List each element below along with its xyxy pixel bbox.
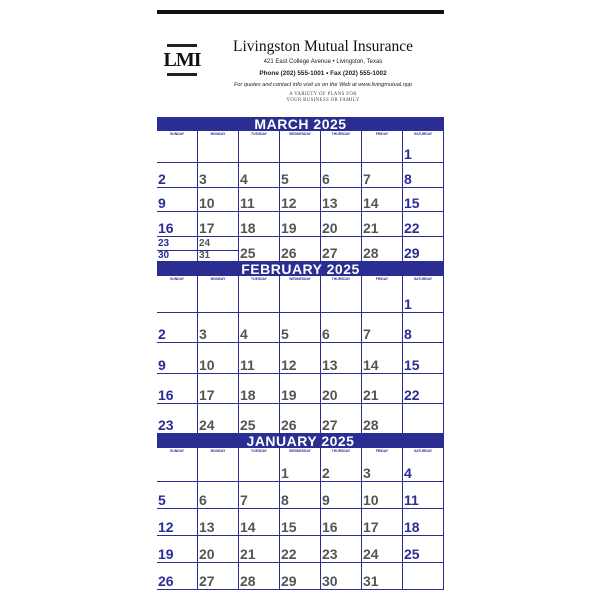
day-number: 27 — [199, 573, 215, 589]
day-number: 16 — [322, 519, 338, 535]
day-cell — [280, 509, 321, 536]
day-number: 4 — [240, 170, 248, 187]
day-number: 26 — [281, 416, 297, 433]
weekday-header — [157, 131, 444, 138]
day-number: 5 — [281, 170, 289, 187]
weekday-label: TUESDAY — [239, 448, 280, 455]
day-number: 28 — [363, 244, 379, 261]
day-cell — [321, 237, 362, 262]
day-number: 9 — [158, 356, 166, 373]
day-cell — [280, 482, 321, 509]
weekday-label: THURSDAY — [321, 131, 362, 138]
day-cell — [157, 536, 198, 563]
day-number: 14 — [363, 356, 379, 373]
calendar-page — [157, 0, 444, 600]
day-cell — [403, 212, 444, 237]
split-divider — [198, 250, 238, 251]
day-number: 22 — [404, 386, 420, 403]
day-number: 27 — [322, 416, 338, 433]
day-number: 22 — [281, 546, 297, 562]
day-number: 10 — [363, 492, 379, 508]
day-cell — [198, 343, 239, 373]
day-number: 23 — [158, 416, 174, 433]
day-number: 11 — [404, 492, 419, 508]
weekday-label: WEDNESDAY — [280, 131, 321, 138]
day-number: 7 — [363, 170, 371, 187]
month-block — [157, 117, 444, 262]
day-number: 20 — [322, 220, 338, 237]
day-number: 19 — [158, 546, 174, 562]
day-cell — [198, 188, 239, 213]
split-divider — [157, 250, 197, 251]
phone-fax: Phone (202) 555-1001 • Fax (202) 555-1002 — [259, 70, 387, 77]
day-number: 8 — [404, 326, 412, 343]
day-cell — [157, 283, 198, 313]
day-cell — [239, 283, 280, 313]
day-cell — [362, 188, 403, 213]
day-cell — [403, 283, 444, 313]
day-number: 25 — [240, 416, 256, 433]
day-cell — [239, 163, 280, 188]
day-cell — [321, 509, 362, 536]
day-number: 5 — [281, 326, 289, 343]
day-number: 1 — [404, 296, 412, 313]
day-cell — [157, 455, 198, 482]
day-cell — [280, 313, 321, 343]
day-cell — [198, 237, 239, 262]
day-number: 24 — [363, 546, 379, 562]
day-number: 2 — [158, 170, 166, 187]
tagline-line-2: YOUR BUSINESS OR FAMILY — [286, 98, 360, 103]
day-number: 14 — [240, 519, 256, 535]
web-note: For quotes and contact info visit us on the Web at www.livingmutual.npp — [233, 82, 413, 88]
weekday-label: FRIDAY — [362, 448, 403, 455]
day-cell — [321, 404, 362, 434]
weekday-label: MONDAY — [198, 448, 239, 455]
day-number: 25 — [404, 546, 420, 562]
day-number: 1 — [281, 465, 289, 481]
day-cell — [403, 188, 444, 213]
day-number: 31 — [199, 249, 211, 261]
weekday-label: SUNDAY — [157, 448, 198, 455]
day-number: 18 — [240, 220, 256, 237]
day-cell — [239, 563, 280, 590]
day-number: 8 — [404, 170, 412, 187]
day-number: 6 — [322, 326, 330, 343]
company-name: Livingston Mutual Insurance — [233, 38, 413, 55]
day-cell — [280, 343, 321, 373]
day-cell — [280, 374, 321, 404]
day-number: 14 — [363, 195, 379, 212]
weekday-label: SATURDAY — [403, 276, 444, 283]
day-number: 23 — [158, 238, 170, 250]
day-cell — [362, 374, 403, 404]
day-cell — [157, 163, 198, 188]
day-number: 10 — [199, 195, 215, 212]
day-cell — [157, 563, 198, 590]
day-cell — [403, 374, 444, 404]
day-cell — [403, 138, 444, 163]
weekday-label: SUNDAY — [157, 131, 198, 138]
day-number: 6 — [322, 170, 330, 187]
day-cell — [362, 482, 403, 509]
day-cell — [198, 509, 239, 536]
day-cell — [362, 313, 403, 343]
day-cell — [321, 283, 362, 313]
day-cell — [280, 563, 321, 590]
day-number: 29 — [281, 573, 297, 589]
day-number: 17 — [363, 519, 379, 535]
day-number: 25 — [240, 244, 256, 261]
day-cell — [198, 563, 239, 590]
day-number: 5 — [158, 492, 166, 508]
day-number: 10 — [199, 356, 215, 373]
day-cell — [362, 404, 403, 434]
tagline-line-1: A VARIETY OF PLANS FOR — [289, 92, 357, 97]
day-cell — [321, 163, 362, 188]
day-cell — [157, 237, 198, 262]
day-number: 28 — [240, 573, 256, 589]
day-cell — [280, 163, 321, 188]
day-number: 1 — [404, 145, 412, 162]
day-number: 17 — [199, 386, 215, 403]
day-cell — [321, 563, 362, 590]
day-number: 17 — [199, 220, 215, 237]
day-number: 24 — [199, 238, 211, 250]
day-cell — [239, 343, 280, 373]
address: 421 East College Avenue • Livingston, Texas — [263, 59, 383, 65]
day-number: 4 — [240, 326, 248, 343]
day-cell — [403, 509, 444, 536]
day-cell — [403, 237, 444, 262]
day-cell — [157, 313, 198, 343]
weekday-label: THURSDAY — [321, 276, 362, 283]
day-number: 11 — [240, 195, 255, 212]
day-cell — [362, 138, 403, 163]
day-number: 3 — [199, 326, 207, 343]
day-cell — [321, 536, 362, 563]
day-cell — [280, 404, 321, 434]
weekday-label: MONDAY — [198, 131, 239, 138]
day-number: 26 — [158, 573, 174, 589]
day-cell — [198, 482, 239, 509]
weekday-header — [157, 276, 444, 283]
day-number: 18 — [404, 519, 420, 535]
day-cell — [198, 313, 239, 343]
day-cell — [198, 138, 239, 163]
day-number: 27 — [322, 244, 338, 261]
day-number: 12 — [281, 356, 297, 373]
day-number: 24 — [199, 416, 215, 433]
weekday-label: WEDNESDAY — [280, 276, 321, 283]
day-number: 11 — [240, 356, 255, 373]
day-number: 30 — [158, 249, 170, 261]
day-cell — [157, 482, 198, 509]
day-number: 15 — [404, 356, 420, 373]
day-cell — [198, 163, 239, 188]
day-cell — [280, 237, 321, 262]
day-cell — [362, 283, 403, 313]
day-cell — [157, 509, 198, 536]
day-cell — [239, 237, 280, 262]
day-number: 26 — [281, 244, 297, 261]
day-number: 21 — [240, 546, 256, 562]
header — [157, 14, 444, 106]
day-cell — [280, 283, 321, 313]
day-cell — [403, 482, 444, 509]
day-number: 7 — [240, 492, 248, 508]
day-cell — [157, 343, 198, 373]
day-number: 31 — [363, 573, 379, 589]
day-number: 18 — [240, 386, 256, 403]
day-cell — [403, 404, 444, 434]
day-number: 13 — [322, 195, 338, 212]
day-number: 13 — [322, 356, 338, 373]
day-number: 28 — [363, 416, 379, 433]
day-cell — [280, 455, 321, 482]
weekday-label: TUESDAY — [239, 276, 280, 283]
day-number: 15 — [281, 519, 297, 535]
weekday-label: FRIDAY — [362, 131, 403, 138]
day-cell — [157, 212, 198, 237]
day-cell — [321, 138, 362, 163]
day-cell — [403, 563, 444, 590]
day-cell — [321, 455, 362, 482]
day-cell — [321, 313, 362, 343]
month-title: FEBRUARY 2025 — [157, 262, 444, 276]
day-number: 2 — [158, 326, 166, 343]
day-number: 19 — [281, 220, 297, 237]
logo-text: LMI — [163, 49, 201, 71]
day-cell — [239, 482, 280, 509]
month-block — [157, 262, 444, 434]
day-number: 2 — [322, 465, 330, 481]
day-number: 4 — [404, 465, 412, 481]
weekday-header — [157, 448, 444, 455]
day-cell — [198, 404, 239, 434]
company-logo — [163, 44, 201, 82]
day-cell — [280, 536, 321, 563]
day-number: 13 — [199, 519, 215, 535]
day-cell — [239, 188, 280, 213]
day-number: 8 — [281, 492, 289, 508]
day-cell — [157, 138, 198, 163]
day-cell — [403, 343, 444, 373]
day-number: 21 — [363, 220, 379, 237]
day-number: 12 — [281, 195, 297, 212]
day-cell — [239, 212, 280, 237]
day-number: 22 — [404, 220, 420, 237]
weekday-label: TUESDAY — [239, 131, 280, 138]
weekday-label: WEDNESDAY — [280, 448, 321, 455]
day-cell — [321, 482, 362, 509]
day-cell — [239, 509, 280, 536]
day-number: 21 — [363, 386, 379, 403]
day-cell — [321, 212, 362, 237]
day-cell — [362, 509, 403, 536]
day-number: 15 — [404, 195, 420, 212]
day-cell — [280, 138, 321, 163]
month-block — [157, 434, 444, 590]
weekday-label: SUNDAY — [157, 276, 198, 283]
day-number: 3 — [199, 170, 207, 187]
day-cell — [198, 212, 239, 237]
day-cell — [280, 212, 321, 237]
day-cell — [198, 283, 239, 313]
day-cell — [321, 343, 362, 373]
day-number: 12 — [158, 519, 174, 535]
day-number: 19 — [281, 386, 297, 403]
day-number: 20 — [199, 546, 215, 562]
day-cell — [198, 374, 239, 404]
weekday-label: SATURDAY — [403, 131, 444, 138]
day-number: 7 — [363, 326, 371, 343]
day-number: 9 — [322, 492, 330, 508]
day-cell — [239, 374, 280, 404]
day-cell — [362, 212, 403, 237]
day-cell — [403, 455, 444, 482]
day-cell — [362, 343, 403, 373]
weekday-label: FRIDAY — [362, 276, 403, 283]
day-number: 30 — [322, 573, 338, 589]
weekday-label: THURSDAY — [321, 448, 362, 455]
weekday-label: MONDAY — [198, 276, 239, 283]
month-title: JANUARY 2025 — [157, 434, 444, 448]
day-cell — [403, 313, 444, 343]
day-cell — [198, 536, 239, 563]
day-cell — [403, 163, 444, 188]
day-cell — [239, 313, 280, 343]
day-number: 16 — [158, 220, 174, 237]
day-cell — [362, 237, 403, 262]
day-cell — [198, 455, 239, 482]
day-cell — [157, 404, 198, 434]
day-number: 9 — [158, 195, 166, 212]
day-number: 23 — [322, 546, 338, 562]
day-number: 29 — [404, 244, 420, 261]
day-cell — [321, 374, 362, 404]
day-cell — [157, 374, 198, 404]
day-cell — [321, 188, 362, 213]
day-cell — [239, 536, 280, 563]
day-cell — [362, 536, 403, 563]
day-number: 3 — [363, 465, 371, 481]
day-cell — [362, 455, 403, 482]
day-cell — [239, 404, 280, 434]
weekday-label: SATURDAY — [403, 448, 444, 455]
day-cell — [157, 188, 198, 213]
day-number: 16 — [158, 386, 174, 403]
day-cell — [280, 188, 321, 213]
month-title: MARCH 2025 — [157, 117, 444, 131]
day-number: 20 — [322, 386, 338, 403]
day-cell — [403, 536, 444, 563]
day-cell — [362, 563, 403, 590]
day-cell — [239, 455, 280, 482]
day-cell — [362, 163, 403, 188]
day-cell — [239, 138, 280, 163]
day-number: 6 — [199, 492, 207, 508]
